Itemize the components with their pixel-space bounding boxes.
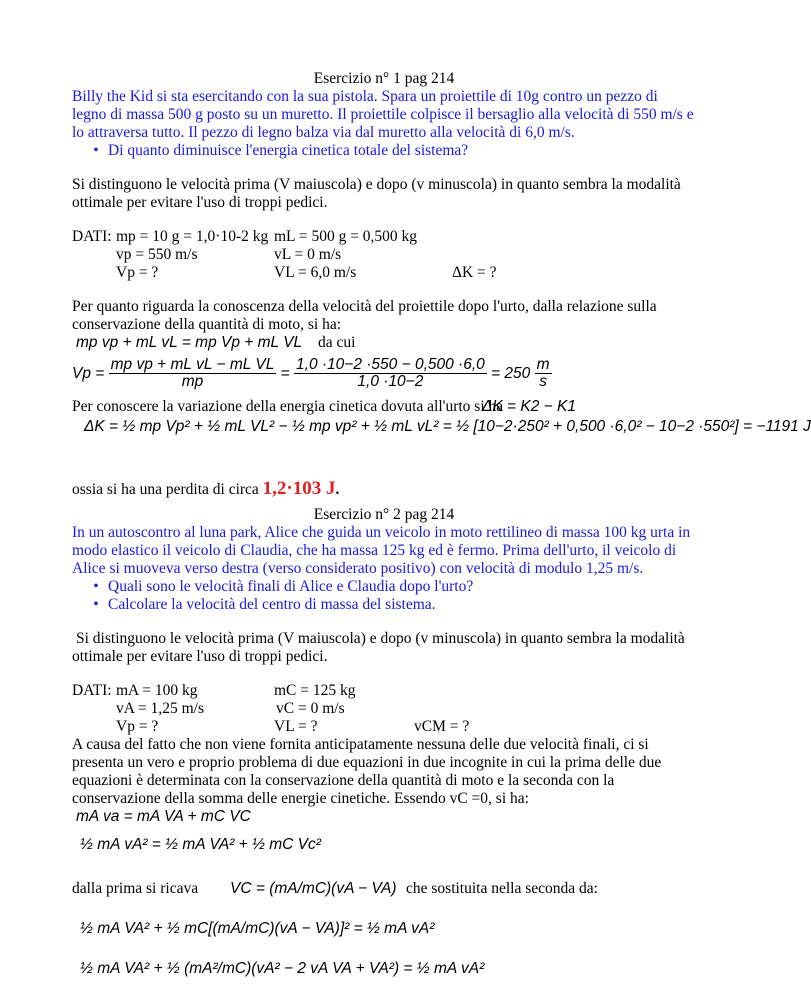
- ex2-data-mC: mC = 125 kg: [274, 682, 356, 699]
- ex2-para-line3: equazioni è determinata con la conservazione della quantità di moto e la seconda con la: [72, 772, 615, 789]
- ex2-question-1: • Quali sono le velocità finali di Alice e Claudia dopo l'urto?: [93, 578, 474, 595]
- ex2-ricava: dalla prima si ricava: [72, 880, 199, 897]
- ex1-data-vp: vp = 550 m/s: [116, 246, 198, 263]
- ex1-note-line1: Si distinguono le velocità prima (V maiuscola) e dopo (v minuscola) in quanto sembra la modalità: [72, 176, 681, 193]
- ex2-para-line2: presenta un vero e proprio problema di due equazioni in due incognite in cui la prima delle due: [72, 754, 662, 771]
- ex1-title: Esercizio n° 1 pag 214: [313, 70, 455, 87]
- ex2-para-line1: A causa del fatto che non viene fornita anticipatamente nessuna delle due velocità finali, ci si: [72, 736, 649, 753]
- ex2-para-line4: conservazione della somma delle energie cinetiche. Essendo vC =0, si ha:: [72, 790, 529, 807]
- ex2-data-Vp: Vp = ?: [116, 718, 159, 735]
- ex2-data-vA: vA = 1,25 m/s: [116, 700, 204, 717]
- ex1-prompt-line1: Billy the Kid si sta esercitando con la sua pistola. Spara un proiettile di 10g contro un pezzo di: [72, 88, 658, 105]
- ex1-data-mp: mp = 10 g = 1,0·10-2 kg: [116, 228, 269, 245]
- ex2-note-line1: Si distinguono le velocità prima (V maiuscola) e dopo (v minuscola) in quanto sembra la modalità: [76, 630, 685, 647]
- ex2-data-VL: VL = ?: [274, 718, 318, 735]
- ex1-data-Vp: Vp = ?: [116, 264, 159, 281]
- ex2-data-label: DATI:: [72, 682, 112, 699]
- ex1-eq-velocity: Vp = $\frac{\text{mp vp + mL vL − mL VL}}{mp}$ = $\frac{1,0 \cdot 10-2 \cdot 550 - 0,500 \cdot 6,0}{1,0 \cdot 10-2}$ = 250 $\frac{m}{s}$: [72, 356, 550, 391]
- ex1-question: • Di quanto diminuisce l'energia cinetica totale del sistema?: [93, 142, 469, 159]
- ex1-note-line2: ottimale per evitare l'uso di troppi pedici.: [72, 194, 328, 211]
- ex2-sostituita: che sostituita nella seconda da:: [406, 880, 598, 897]
- ex2-eq-VC: VC = (mA/mC)(vA − VA): [230, 880, 397, 897]
- ex2-title: Esercizio n° 2 pag 214: [313, 506, 455, 523]
- ex2-note-line2: ottimale per evitare l'uso di troppi pedici.: [72, 648, 328, 665]
- ex2-data-mA: mA = 100 kg: [116, 682, 198, 699]
- ex2-eq-substituted: ½ mA VA² + ½ mC[(mA/mC)(vA − VA)]² = ½ mA vA²: [80, 920, 435, 937]
- ex2-eq-momentum: mA va = mA VA + mC VC: [76, 808, 251, 825]
- ex1-energy-line: Per conoscere la variazione della energia cinetica dovuta all'urto si ha: [72, 398, 504, 415]
- ex1-eq-momentum: mp vp + mL vL = mp Vp + mL VL: [76, 334, 303, 351]
- ex1-data-label: DATI:: [72, 228, 112, 245]
- ex1-energy-eq: ΔK = K2 − K1: [482, 398, 576, 415]
- ex1-prompt-line2: legno di massa 500 g posto su un muretto. Il proiettile colpisce il bersaglio alla velocità di 550 m/s e: [72, 106, 694, 123]
- ex1-data-dK: ΔK = ?: [452, 264, 497, 281]
- ex2-prompt-line2: modo elastico il veicolo di Claudia, che ha massa 125 kg ed è fermo. Prima dell'urto, il veicolo di: [72, 542, 677, 559]
- ex1-result: ossia si ha una perdita di circa 1,2·103 J.: [72, 478, 340, 499]
- ex1-da-cui: da cui: [318, 334, 356, 351]
- ex1-prompt-line3: lo attraversa tutto. Il pezzo di legno balza via dal muretto alla velocità di 6,0 m/s.: [72, 124, 575, 141]
- ex1-para-line1: Per quanto riguarda la conoscenza della velocità del proiettile dopo l'urto, dalla relazione sulla: [72, 298, 657, 315]
- ex2-eq-expanded: ½ mA VA² + ½ (mA²/mC)(vA² − 2 vA VA + VA²) = ½ mA vA²: [80, 960, 485, 977]
- ex2-eq-energy: ½ mA vA² = ½ mA VA² + ½ mC Vc²: [80, 836, 321, 853]
- ex1-data-mL: mL = 500 g = 0,500 kg: [274, 228, 418, 245]
- ex2-prompt-line1: In un autoscontro al luna park, Alice che guida un veicolo in moto rettilineo di massa 100 kg urta in: [72, 524, 691, 541]
- ex1-data-VL: VL = 6,0 m/s: [274, 264, 357, 281]
- ex1-para-line2: conservazione della quantità di moto, si ha:: [72, 316, 342, 333]
- ex2-prompt-line3: Alice si muoveva verso destra (verso considerato positivo) con velocità di modulo 1,25 m/s.: [72, 560, 644, 577]
- ex2-data-vCM: vCM = ?: [414, 718, 470, 735]
- ex1-result-value: 1,2·103 J: [262, 478, 336, 499]
- ex1-eq-deltaK: ΔK = ½ mp Vp² + ½ mL VL² − ½ mp vp² + ½ mL vL² = ½ [10−2·250² + 0,500 ·6,0² − 10−2 ·550²] = −1191 J: [84, 418, 811, 435]
- ex2-data-vC: vC = 0 m/s: [276, 700, 345, 717]
- ex2-question-2: • Calcolare la velocità del centro di massa del sistema.: [93, 596, 436, 613]
- ex1-data-vL: vL = 0 m/s: [274, 246, 342, 263]
